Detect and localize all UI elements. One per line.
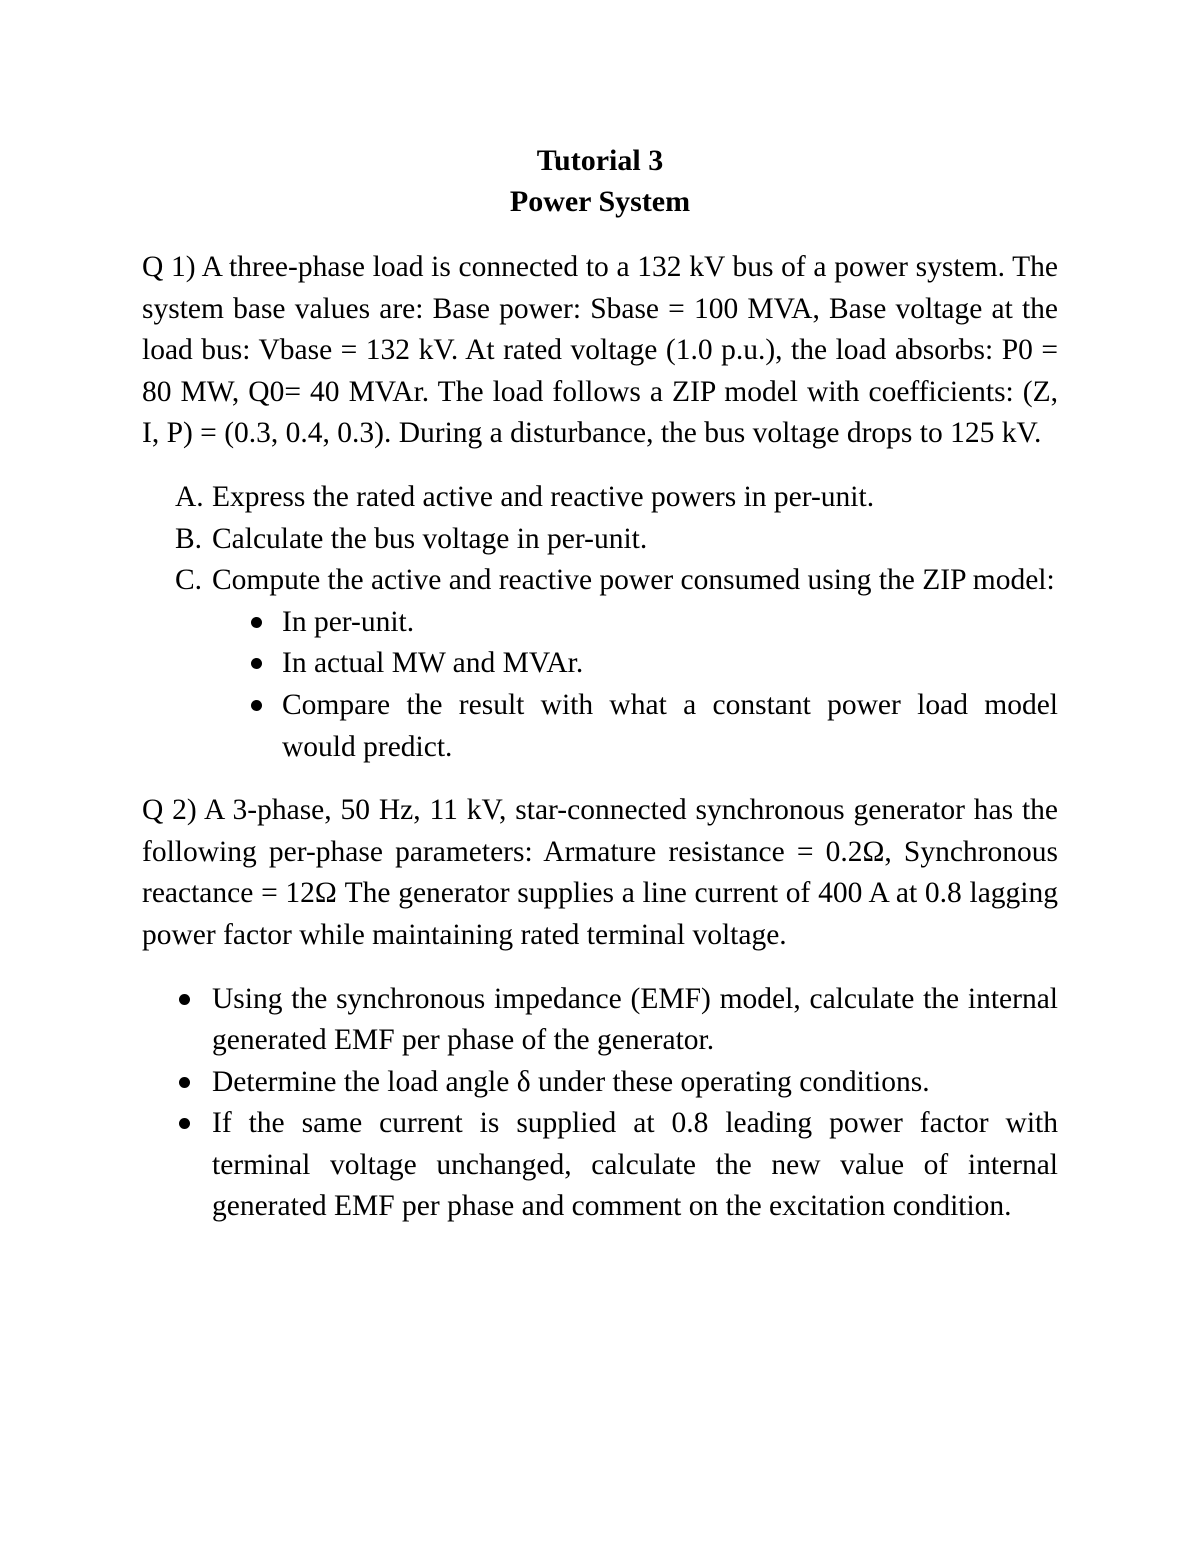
bullet-icon [251, 617, 262, 628]
list-item [282, 685, 1058, 768]
document-page [142, 140, 1058, 1228]
question-1-part-a [175, 477, 1058, 519]
list-item [282, 602, 1058, 644]
list-item [212, 1103, 1058, 1228]
list-item [212, 1062, 1058, 1104]
bullet-icon [179, 1077, 190, 1088]
list-item [282, 643, 1058, 685]
part-c-bullets [212, 602, 1058, 768]
bullet-text: Compare the result with what a constant power load model would predict. [282, 688, 1058, 763]
question-1-text: Q 1) A three-phase load is connected to a 132 kV bus of a power system. The system base values are: Base power: Sbase = 100 MVA, Base voltage at the load bus: Vbase = 132 kV. At rated voltage (1.0 p.u.), the load absorbs: P0 = 80 MW, Q0= 40 MVAr. The load follows a ZIP model with coefficients: (Z, I, P) = (0.3, 0.4, 0.3). During a disturbance, the bus voltage drops to 125 kV. [142, 251, 1058, 450]
question-2-bullets [142, 979, 1058, 1229]
part-text: Compute the active and reactive power consumed using the ZIP model: [212, 564, 1055, 597]
page-subtitle: Power System [509, 185, 691, 218]
bullet-text: In per-unit. [282, 605, 415, 638]
part-text: Express the rated active and reactive powers in per-unit. [212, 480, 875, 513]
question-1-part-b [175, 519, 1058, 561]
page-title: Tutorial 3 [536, 144, 664, 177]
question-2-text: Q 2) A 3-phase, 50 Hz, 11 kV, star-connected synchronous generator has the following per-phase parameters: Armature resistance = 0.2Ω, Synchronous reactance = 12Ω The generator supplies a line current of 400 A at 0.8 lagging power factor while maintaining rated terminal voltage. [142, 794, 1058, 951]
question-1-parts [142, 477, 1058, 768]
bullet-icon [179, 1118, 190, 1129]
bullet-icon [251, 658, 262, 669]
part-text: Calculate the bus voltage in per-unit. [212, 522, 648, 555]
part-marker: A. [175, 480, 204, 513]
bullet-text: Determine the load angle δ under these operating conditions. [212, 1065, 930, 1098]
bullet-text: If the same current is supplied at 0.8 leading power factor with terminal voltage unchanged, calculate the new value of internal generated EMF per phase and comment on the excitation condition. [212, 1107, 1058, 1223]
bullet-icon [251, 700, 262, 711]
part-marker: B. [175, 522, 203, 555]
bullet-text: Using the synchronous impedance (EMF) model, calculate the internal generated EMF per phase of the generator. [212, 982, 1058, 1057]
question-1-part-c [175, 560, 1058, 768]
bullet-text: In actual MW and MVAr. [282, 647, 584, 680]
list-item [212, 979, 1058, 1062]
part-marker: C. [175, 564, 203, 597]
bullet-icon [179, 994, 190, 1005]
